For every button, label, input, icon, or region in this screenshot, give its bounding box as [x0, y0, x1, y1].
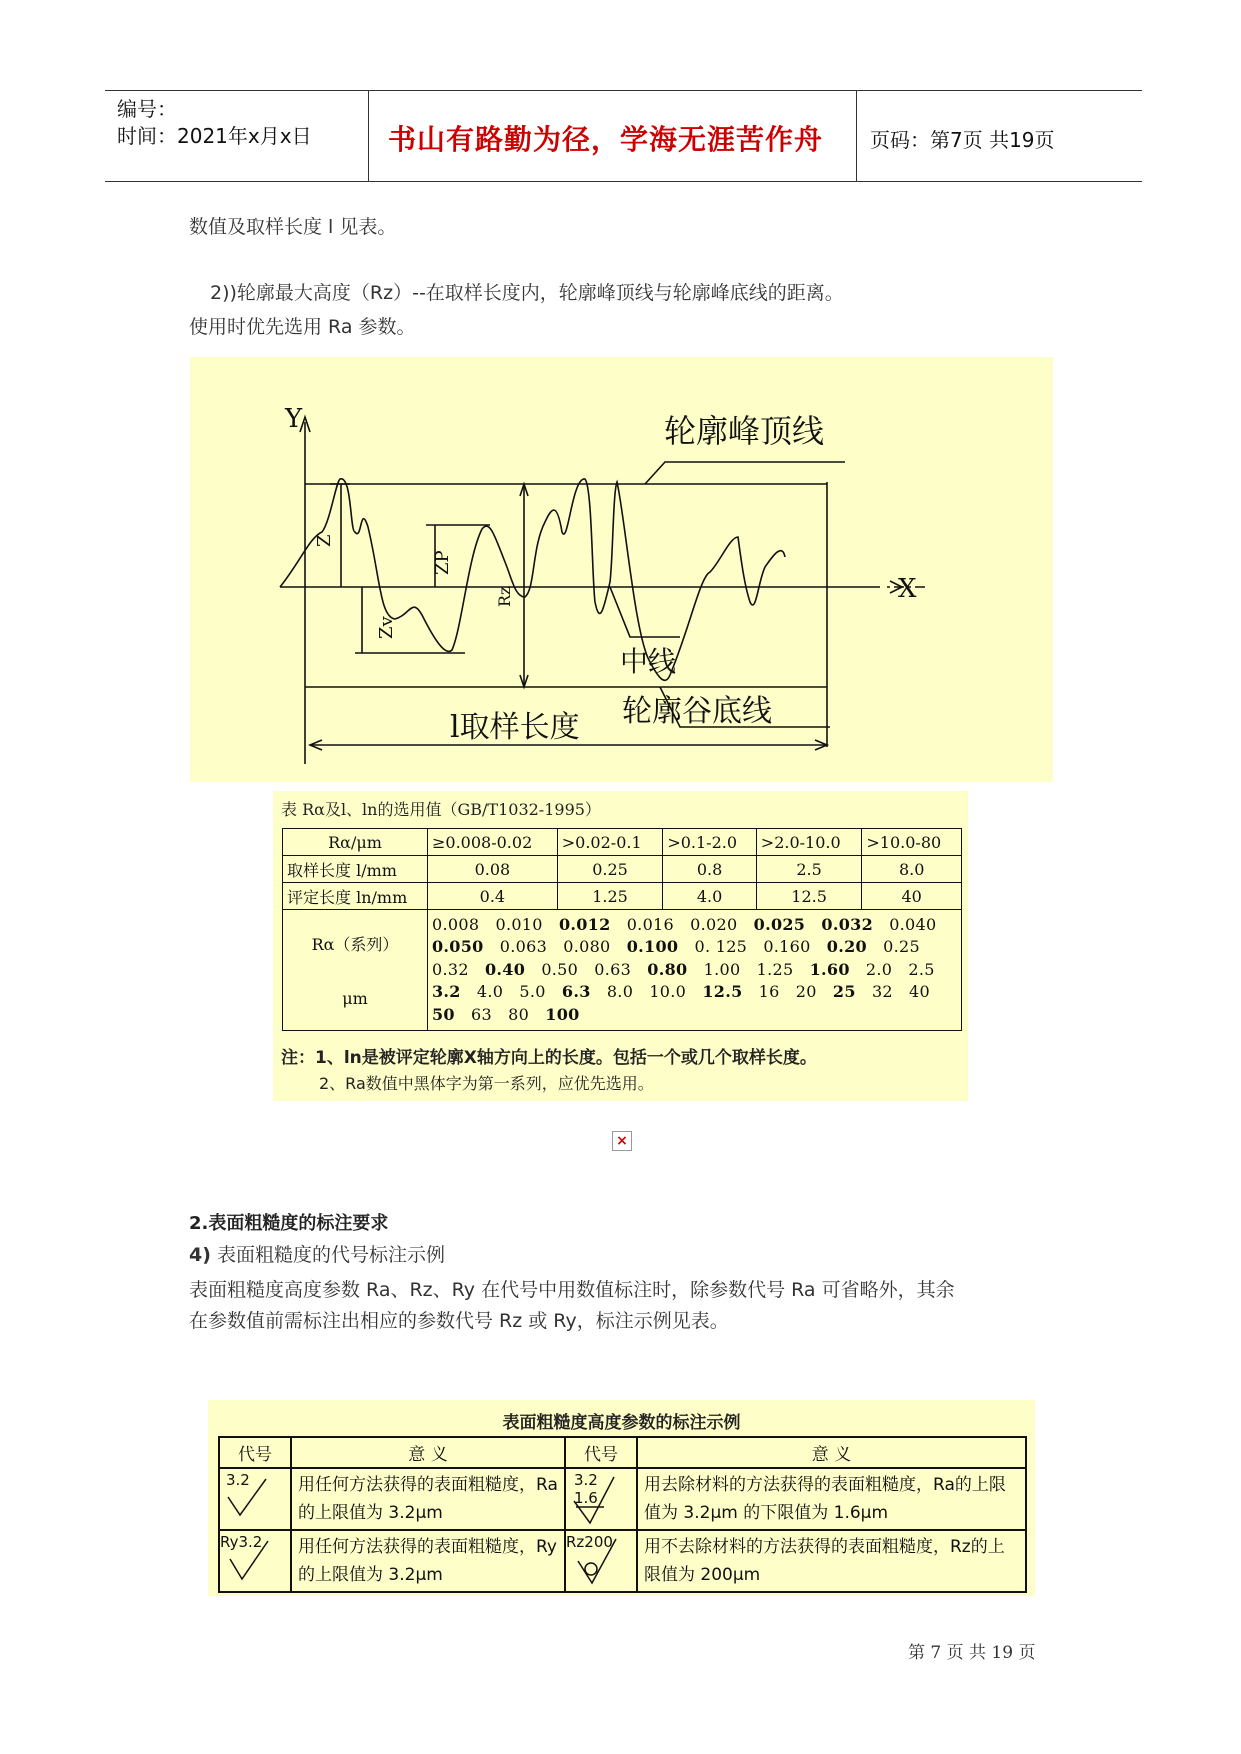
- code-value: 3.2: [574, 1471, 598, 1489]
- x-axis-label: X: [898, 574, 917, 604]
- code-cell: [219, 1530, 291, 1592]
- table-cell: 0.25: [557, 856, 663, 883]
- subtitle-text: 表面粗糙度的代号标注示例: [216, 1244, 445, 1266]
- rz-label: Rz: [495, 586, 514, 607]
- range-cell: >0.02-0.1: [557, 829, 663, 856]
- code-cell: [565, 1468, 637, 1530]
- section-para-1: 表面粗糙度高度参数 Ra、Rz、Ry 在代号中用数值标注时，除参数代号 Ra 可省略外，其余: [189, 1279, 955, 1301]
- sampling-length-label: l取样长度: [450, 710, 580, 745]
- code-value: 1.6: [574, 1489, 598, 1507]
- range-cell: >10.0-80: [862, 829, 962, 856]
- table-cell: 4.0: [663, 883, 756, 910]
- series-values: [428, 910, 962, 1031]
- section-para-2: 在参数值前需标注出相应的参数代号 Rz 或 Ry，标注示例见表。: [189, 1310, 729, 1332]
- series-value: 8.0 10.0: [590, 982, 703, 1002]
- table-cell: 1.25: [557, 883, 663, 910]
- table-cell: 0.08: [428, 856, 558, 883]
- series-line: [432, 1004, 957, 1027]
- ra-table: [282, 828, 962, 1031]
- header-time-label: 时间：2021年x月x日: [117, 124, 312, 148]
- body-line-1: 数值及取样长度 l 见表。: [189, 216, 397, 238]
- series-value: 0.008 0.010: [432, 914, 559, 934]
- body-line-2: 2))轮廓最大高度（Rz）--在取样长度内，轮廓峰顶线与轮廓峰底线的距离。: [210, 282, 844, 304]
- series-value: 0.25: [866, 937, 920, 957]
- y-axis-label: Y: [285, 404, 303, 434]
- series-value-bold: 25: [832, 982, 856, 1002]
- col-header-code: 代号: [219, 1437, 291, 1468]
- code-value: Ry3.2: [220, 1533, 263, 1551]
- series-value: [805, 915, 821, 934]
- meaning-cell: 用任何方法获得的表面粗糙度，Ry的上限值为 3.2μm: [291, 1530, 565, 1592]
- range-cell: ≥0.008-0.02: [428, 829, 558, 856]
- table-row: [283, 883, 962, 910]
- series-value: 0.040: [873, 914, 937, 934]
- table-cell: 8.0: [862, 856, 962, 883]
- meaning-cell: 用去除材料的方法获得的表面粗糙度，Ra的上限值为 3.2μm 的下限值为 1.6μm: [637, 1468, 1026, 1530]
- series-value-bold: 0.032: [821, 914, 874, 934]
- series-value: 0.063 0.080: [483, 937, 627, 957]
- peak-line-label: 轮廓峰顶线: [664, 412, 825, 450]
- profile-diagram-svg: [190, 357, 1053, 782]
- series-value-bold: 0.40: [484, 959, 526, 979]
- header-page-label: 页码：第7页 共19页: [870, 128, 1055, 152]
- range-cell: >2.0-10.0: [756, 829, 862, 856]
- series-value: 0.32: [432, 959, 485, 979]
- roughness-symbol-icon: [224, 1473, 274, 1523]
- zv-label: Zv: [376, 616, 397, 639]
- page-footer: 第 7 页 共 19 页: [908, 1643, 1036, 1663]
- series-value-bold: 0.012: [558, 914, 611, 934]
- series-value-bold: 0.025: [753, 914, 806, 934]
- table-cell: 40: [862, 883, 962, 910]
- series-value-bold: 0.80: [647, 959, 688, 979]
- symbol-table-title: 表面粗糙度高度参数的标注示例: [502, 1413, 741, 1433]
- table-cell: 0.4: [428, 883, 558, 910]
- series-line: [432, 959, 957, 982]
- code-value: 3.2: [226, 1471, 250, 1489]
- series-line: [432, 914, 957, 937]
- table-row: [283, 910, 962, 1031]
- table-cell: 2.5: [756, 856, 862, 883]
- col-header-code: 代号: [565, 1437, 637, 1468]
- ra-table-panel: [273, 791, 968, 1101]
- symbol-table: [218, 1436, 1027, 1593]
- series-value-bold: 1.60: [809, 959, 850, 979]
- table-row: [283, 856, 962, 883]
- valley-line-label: 轮廓谷底线: [622, 694, 772, 729]
- table-cell: 0.8: [663, 856, 756, 883]
- ra-header-col: Rα/μm: [283, 829, 428, 856]
- code-cell: [219, 1468, 291, 1530]
- body-line-3: 使用时优先选用 Ra 参数。: [189, 316, 416, 338]
- table-row: [219, 1468, 1026, 1530]
- table-cell: 12.5: [756, 883, 862, 910]
- series-value-bold: 12.5: [702, 982, 743, 1002]
- series-value-bold: 100: [545, 1004, 580, 1024]
- series-value-bold: 0.20: [826, 937, 867, 957]
- series-value: 16 20: [742, 982, 833, 1002]
- series-value: 4.0 5.0: [460, 982, 562, 1002]
- row-label: 取样长度 l/mm: [283, 856, 428, 883]
- table-row: [219, 1530, 1026, 1592]
- series-value: 0.016 0.020: [610, 914, 754, 934]
- ra-table-caption: 表 Rα及l、ln的选用值（GB/T1032-1995）: [281, 800, 601, 819]
- series-value: 0.50 0.63: [525, 959, 648, 979]
- series-value: 0. 125 0.160: [678, 937, 827, 957]
- col-header-meaning: 意 义: [637, 1437, 1026, 1468]
- ra-note-2: 2、Ra数值中黑体字为第一系列，应优先选用。: [319, 1074, 654, 1093]
- series-value-bold: 0.100: [626, 937, 679, 957]
- center-line-label: 中线: [620, 645, 677, 678]
- ra-note-1: 注：1、ln是被评定轮廓X轴方向上的长度。包括一个或几个取样长度。: [281, 1048, 817, 1068]
- z-label: Z: [314, 534, 335, 547]
- roughness-symbol-icon: [224, 1535, 274, 1585]
- range-cell: >0.1-2.0: [663, 829, 756, 856]
- code-value: Rz200: [566, 1533, 613, 1551]
- section-title: 2.表面粗糙度的标注要求: [189, 1213, 389, 1234]
- series-label-cell: [283, 910, 428, 1031]
- meaning-cell: 用任何方法获得的表面粗糙度，Ra的上限值为 3.2μm: [291, 1468, 565, 1530]
- row-label: 评定长度 ln/mm: [283, 883, 428, 910]
- col-header-meaning: 意 义: [291, 1437, 565, 1468]
- series-value-bold: 3.2: [432, 982, 461, 1002]
- table-row: [219, 1437, 1026, 1468]
- roughness-no-removal-symbol-icon: [570, 1533, 620, 1589]
- series-line: [432, 936, 957, 959]
- series-value: 32 40: [855, 982, 931, 1002]
- header-number-label: 编号：: [117, 97, 177, 121]
- series-label: Rα（系列）: [311, 935, 399, 954]
- zp-label: ZP: [432, 550, 453, 575]
- section-subtitle: [189, 1240, 445, 1270]
- code-cell: [565, 1530, 637, 1592]
- series-value: 1.00 1.25: [687, 959, 810, 979]
- roughness-removal-symbol-icon: [570, 1471, 620, 1527]
- series-value-bold: 0.050: [432, 937, 484, 957]
- profile-diagram: [190, 357, 1053, 782]
- series-value-bold: 50: [432, 1004, 455, 1024]
- series-unit: μm: [342, 989, 368, 1008]
- series-value: 63 80: [454, 1004, 546, 1024]
- series-line: [432, 981, 957, 1004]
- symbol-table-panel: [208, 1400, 1035, 1596]
- table-row: [283, 829, 962, 856]
- center-label-leader: [610, 587, 680, 637]
- header-motto: 书山有路勤为径，学海无涯苦作舟: [388, 123, 824, 156]
- broken-image-icon: ×: [612, 1131, 632, 1151]
- peak-label-leader: [645, 462, 845, 484]
- meaning-cell: 用不去除材料的方法获得的表面粗糙度，Rz的上限值为 200μm: [637, 1530, 1026, 1592]
- subtitle-number: 4): [189, 1244, 211, 1266]
- series-value: 2.0 2.5: [849, 959, 935, 979]
- series-value-bold: 6.3: [561, 982, 591, 1002]
